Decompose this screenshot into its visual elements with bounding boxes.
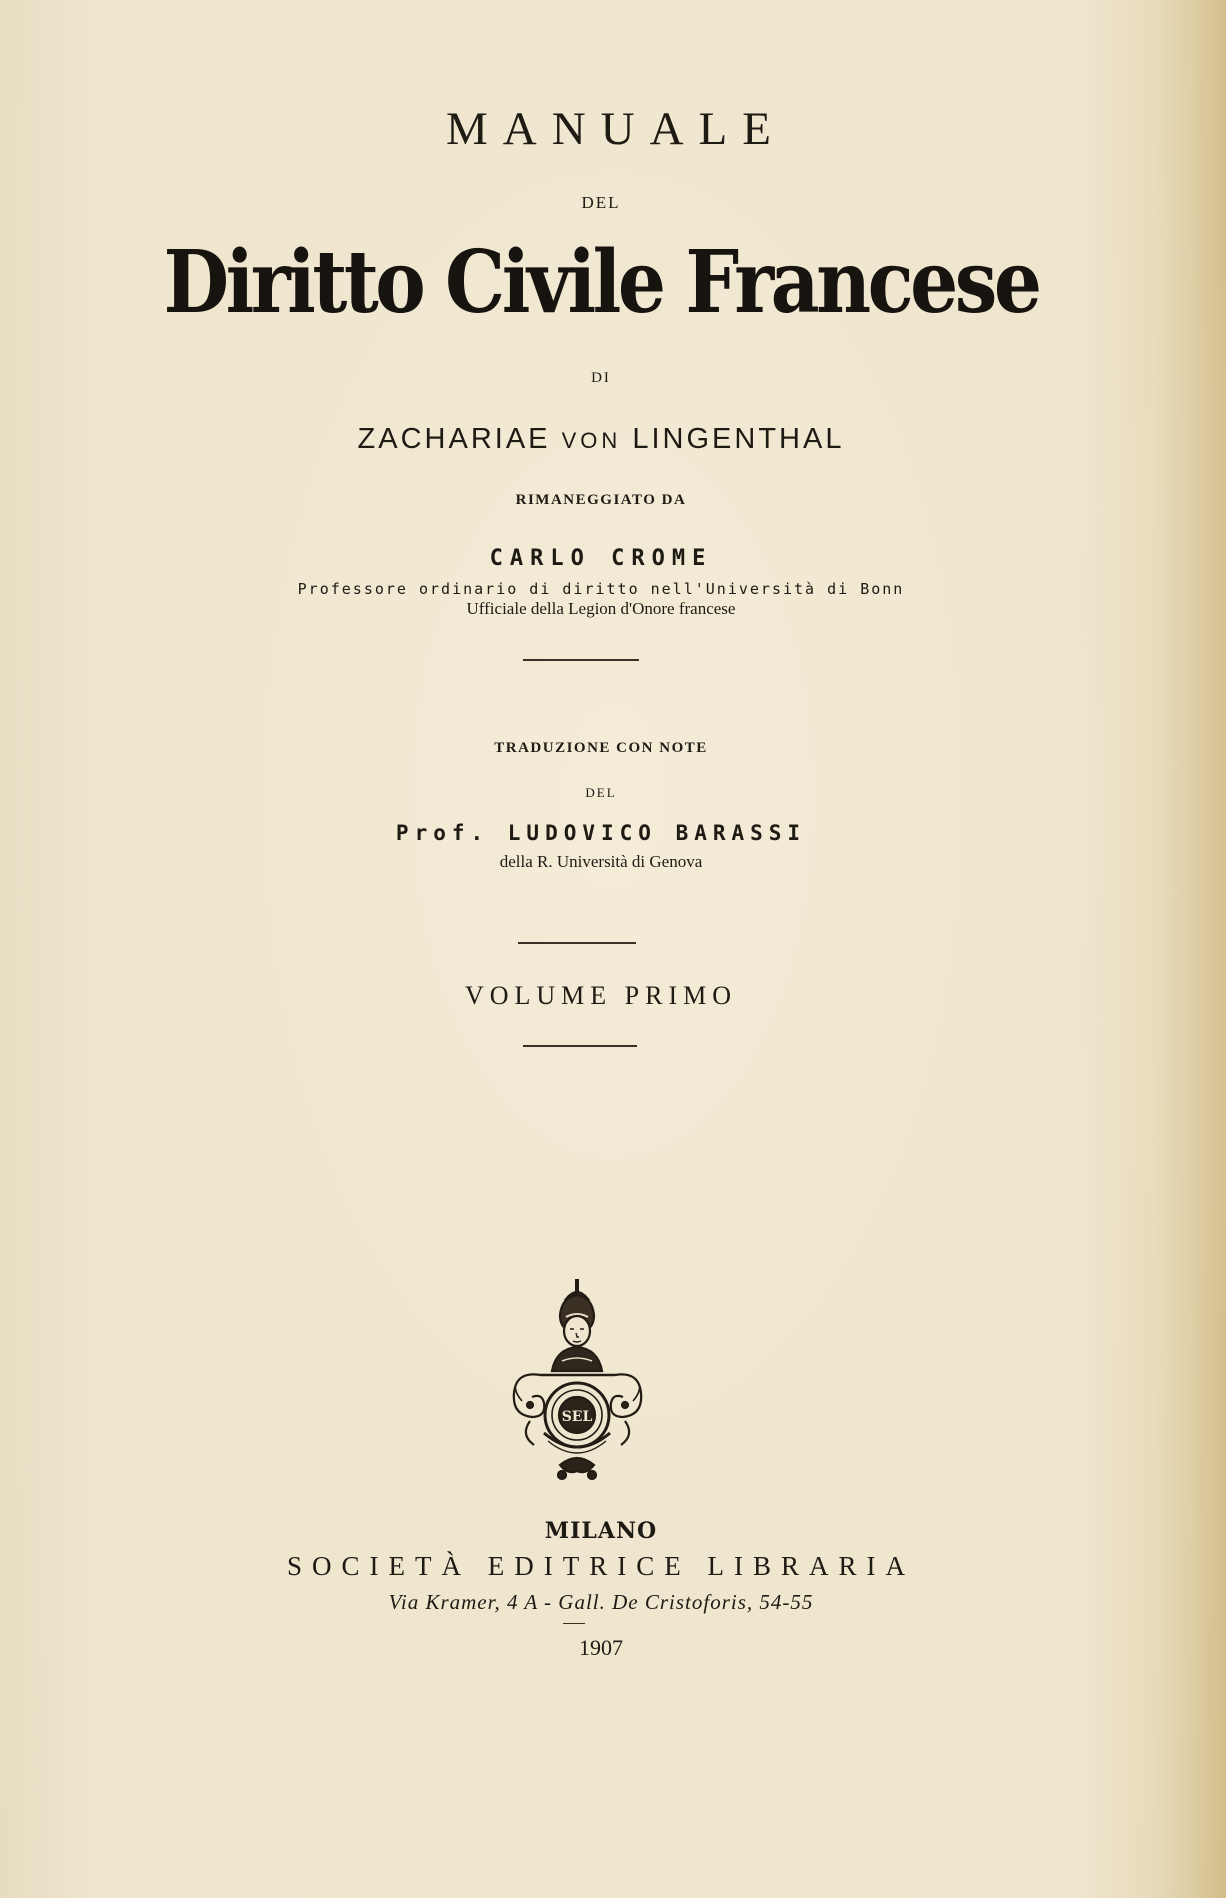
imprint-city: MILANO	[544, 1518, 658, 1544]
author-name	[0, 423, 1214, 456]
author-name-part3: LINGENTHAL	[632, 423, 845, 455]
translator-name: Prof. LUDOVICO BARASSI	[395, 821, 807, 845]
translation-note: TRADUZIONE CON NOTE	[494, 740, 708, 756]
connector-di: DI	[591, 370, 611, 386]
divider-rule-4	[563, 1623, 585, 1624]
author-name-part2: VON	[561, 428, 622, 453]
divider-rule-3	[523, 1045, 637, 1047]
editor-title-1: Professore ordinario di diritto nell'Università di Bonn	[297, 580, 905, 598]
translator-affiliation: della R. Università di Genova	[499, 852, 703, 871]
editor-title-2: Ufficiale della Legion d'Onore francese	[466, 599, 736, 618]
volume-label: VOLUME PRIMO	[464, 981, 738, 1010]
connector-del: DEL	[581, 193, 621, 212]
reworked-by: RIMANEGGIATO DA	[515, 492, 687, 508]
editor-name: CARLO CROME	[489, 546, 713, 571]
emblem-monogram: SEL	[561, 1409, 593, 1425]
imprint-address: Via Kramer, 4 A - Gall. De Cristoforis, 54-55	[388, 1590, 814, 1614]
divider-rule-2	[518, 942, 636, 944]
header-manuale: MANUALE	[446, 103, 786, 155]
imprint-publisher: SOCIETÀ EDITRICE LIBRARIA	[287, 1551, 915, 1581]
author-name-part1: ZACHARIAE	[357, 423, 551, 455]
book-title: Diritto Civile Francese	[163, 232, 1039, 333]
connector-del-2: DEL	[585, 785, 617, 800]
imprint-year: 1907	[579, 1635, 623, 1660]
divider-rule-1	[523, 659, 639, 661]
publisher-emblem-icon	[500, 1275, 655, 1485]
